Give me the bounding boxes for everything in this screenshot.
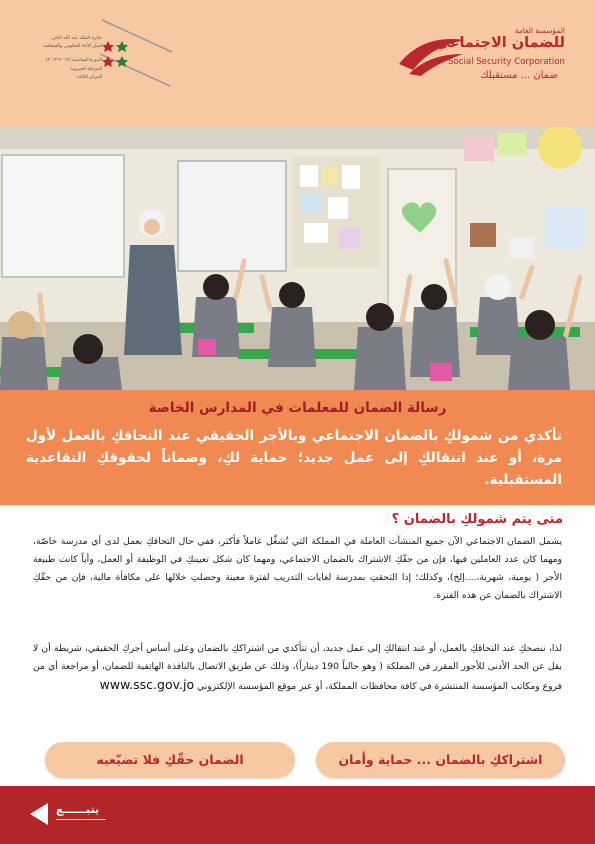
- message-banner: [0, 390, 595, 505]
- award-badge: [30, 14, 180, 114]
- next-label[interactable]: يتبــــــع: [56, 803, 100, 816]
- body-paragraph-2: [33, 640, 562, 696]
- protection-slogan-button[interactable]: اشتراككِ بالضمان ... حماية وأمان: [316, 742, 565, 778]
- footer-divider: [56, 819, 106, 820]
- rights-slogan-button[interactable]: الضمان حقّكِ فلا تضيّعيه: [45, 742, 295, 778]
- header: [0, 0, 595, 127]
- award-emblem-icon: [30, 14, 180, 114]
- banner-text: تأكدي من شمولكِ بالضمان الاجتماعي وبالأجر الحقيقي عند التحاقكِ بالعمل لأول مرة، أو عند انتقالكِ إلى عمل جديد؛ حماية لكِ، وضماناً لحقوقكِ التقاعدية المستقبلية.: [26, 428, 562, 488]
- slogan: ضمان ... مستقبلك: [480, 70, 558, 81]
- award-line-3: الدورة السادسة (٢٠١٢-٢٠١٣): [45, 58, 102, 63]
- org-name-small: المؤسسة العامة: [514, 26, 565, 35]
- award-line-5: المركز الثالث: [76, 75, 102, 80]
- banner-title: رسالة الضمان للمعلمات في المدارس الخاصة: [148, 400, 447, 416]
- body-paragraph-2-text: لذا، ننصحكِ عند التحاقكِ بالعمل، أو عند انتقالكِ إلى عمل جديد، أن تتأكدي من اشتراككِ بالضمان وعلى أساس أجركِ الحقيقي، شريطة أن لا يقل عن الحد الأدنى للأجور المقرر في المملكة ( وهو حالياً 190 ديناراً)، وذلك عن طريق الاتصال بالنافذة الهاتفية للضمان، أو مراجعة أي من فروع ومكاتب المؤسسة المنتشرة في كافة محافظات المملكة، أو عبر موقع المؤسسة الإلكتروني: [33, 643, 562, 692]
- award-line-2: لتميّز الأداء الحكومي والشفافية: [43, 44, 102, 49]
- section-title: متى يتم شمولكِ بالضمان ؟: [391, 512, 563, 527]
- footer: [0, 786, 595, 844]
- website-link[interactable]: www.ssc.gov.jo: [99, 677, 195, 692]
- next-arrow-icon[interactable]: [30, 803, 48, 825]
- org-name-arabic: للضمان الاجتماعي: [434, 35, 565, 51]
- award-line-1: جائزة الملك عبد الله الثاني: [51, 36, 102, 41]
- body-paragraph-1: يشمل الضمان الاجتماعي الآن جميع المنشآت العاملة في المملكة التي تُشغِّل عاملاً فأكثر، ففي حال التحاقكِ بعمل لدى أي مدرسة خاصّة، ومهما كان عدد العاملين فيها، فإن من حقّكِ الاشتراك بالضمان الاجتماعي، ومهما كان شكل تعيينكِ في الوظيفة أو العمل، وأياً كانت طبيعة الأجر ( يومية، شهرية،....إلخ)، وكذلك؛ إذا التحقتِ بمدرسة لغايات التدريب لفترة معينة وحصلتِ خلالها على مكافأة مالية، فإن من حقّكِ الاشتراك بالضمان عن هذه الفترة.: [33, 536, 562, 601]
- org-name-english: Social Security Corporation: [448, 57, 565, 67]
- award-line-4: المرحلة الحيزوية: [70, 67, 102, 72]
- classroom-photo: [0, 127, 595, 390]
- classroom-illustration: [0, 127, 595, 390]
